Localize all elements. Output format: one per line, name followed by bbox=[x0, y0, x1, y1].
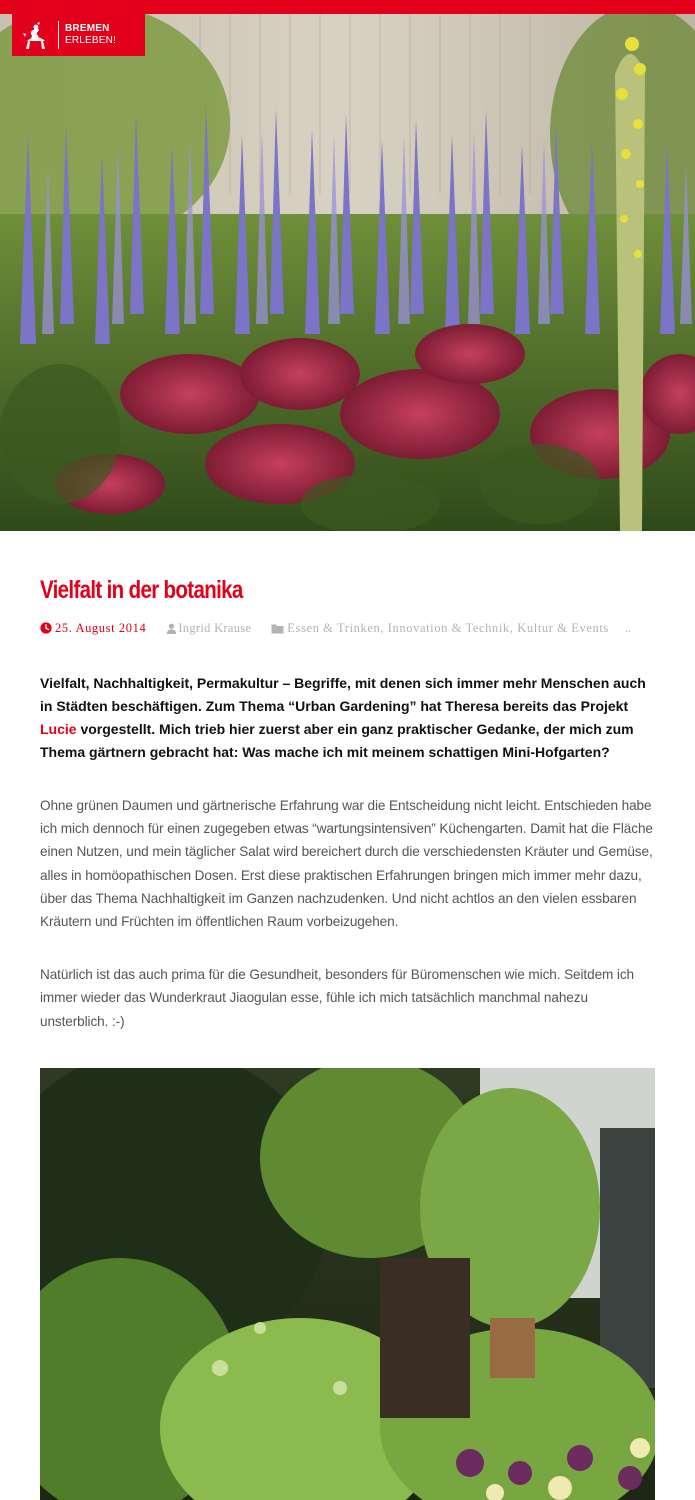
logo-line1: BREMEN bbox=[65, 23, 110, 34]
article-author[interactable] bbox=[166, 621, 251, 636]
town-musicians-icon bbox=[20, 19, 52, 51]
logo-line2: ERLEBEN! bbox=[65, 35, 117, 46]
garden-photo bbox=[40, 1068, 655, 1500]
article bbox=[40, 573, 655, 1033]
article-paragraph-2: Natürlich ist das auch prima für die Gesundheit, besonders für Büromenschen wie mich. Seitdem ich immer wieder das Wunderkraut Jiaogulan esse, fühle ich mich tatsächlich manchmal nahezu unsterblich. :-) bbox=[40, 967, 635, 1029]
user-icon bbox=[166, 623, 177, 634]
article-paragraph-1: Ohne grünen Daumen und gärtnerische Erfahrung war die Entscheidung nicht leicht. Entschieden habe ich mich dennoch für einen zugegeben etwas “wartungsintensiven” Küchengarten. Damit hat die Fläche einen Nutzen, und mein täglicher Salat wird bereichert durch die verschiedensten Kräuter und Gemüse, alles in homöopathischen Dosen. Erst diese praktischen Erfahrungen bringen mich immer mehr dazu, über das Thema Nachhaltigkeit im Ganzen nachzudenken. Und nicht achtlos an den vielen essbaren Kräutern und Früchten im öffentlichen Raum vorbeizugehen. bbox=[40, 798, 653, 930]
logo-divider bbox=[58, 21, 59, 49]
article-author-text: Ingrid Krause bbox=[178, 620, 252, 635]
folder-icon bbox=[271, 623, 284, 634]
logo-text bbox=[65, 23, 116, 47]
article-title[interactable]: Vielfalt in der botanika bbox=[40, 576, 243, 604]
article-meta-more: .. bbox=[624, 620, 632, 635]
clock-icon bbox=[40, 622, 52, 634]
lead-text-1: Vielfalt, Nachhaltigkeit, Permakultur – Begriffe, mit denen sich immer mehr Menschen auch in Städten beschäftigen. Zum Thema “Urban Gardening” hat Theresa bereits das Projekt bbox=[40, 675, 646, 714]
top-bar bbox=[0, 0, 695, 14]
article-date-text: 25. August 2014 bbox=[55, 620, 147, 635]
article-date bbox=[40, 621, 146, 636]
article-categories-text: Essen & Trinken, Innovation & Technik, Kultur & Events bbox=[287, 620, 609, 635]
article-meta bbox=[40, 618, 655, 638]
hero-image bbox=[0, 14, 695, 531]
article-lead bbox=[40, 672, 655, 764]
logo-home-link[interactable] bbox=[12, 14, 145, 56]
article-categories[interactable] bbox=[271, 621, 609, 636]
lead-text-2: vorgestellt. Mich trieb hier zuerst aber ein ganz praktischer Gedanke, der mich zum Thema gärtnern gebracht hat: Was mache ich mit meinem schattigen Mini-Hofgarten? bbox=[40, 721, 634, 760]
lucie-link[interactable]: Lucie bbox=[40, 721, 77, 737]
